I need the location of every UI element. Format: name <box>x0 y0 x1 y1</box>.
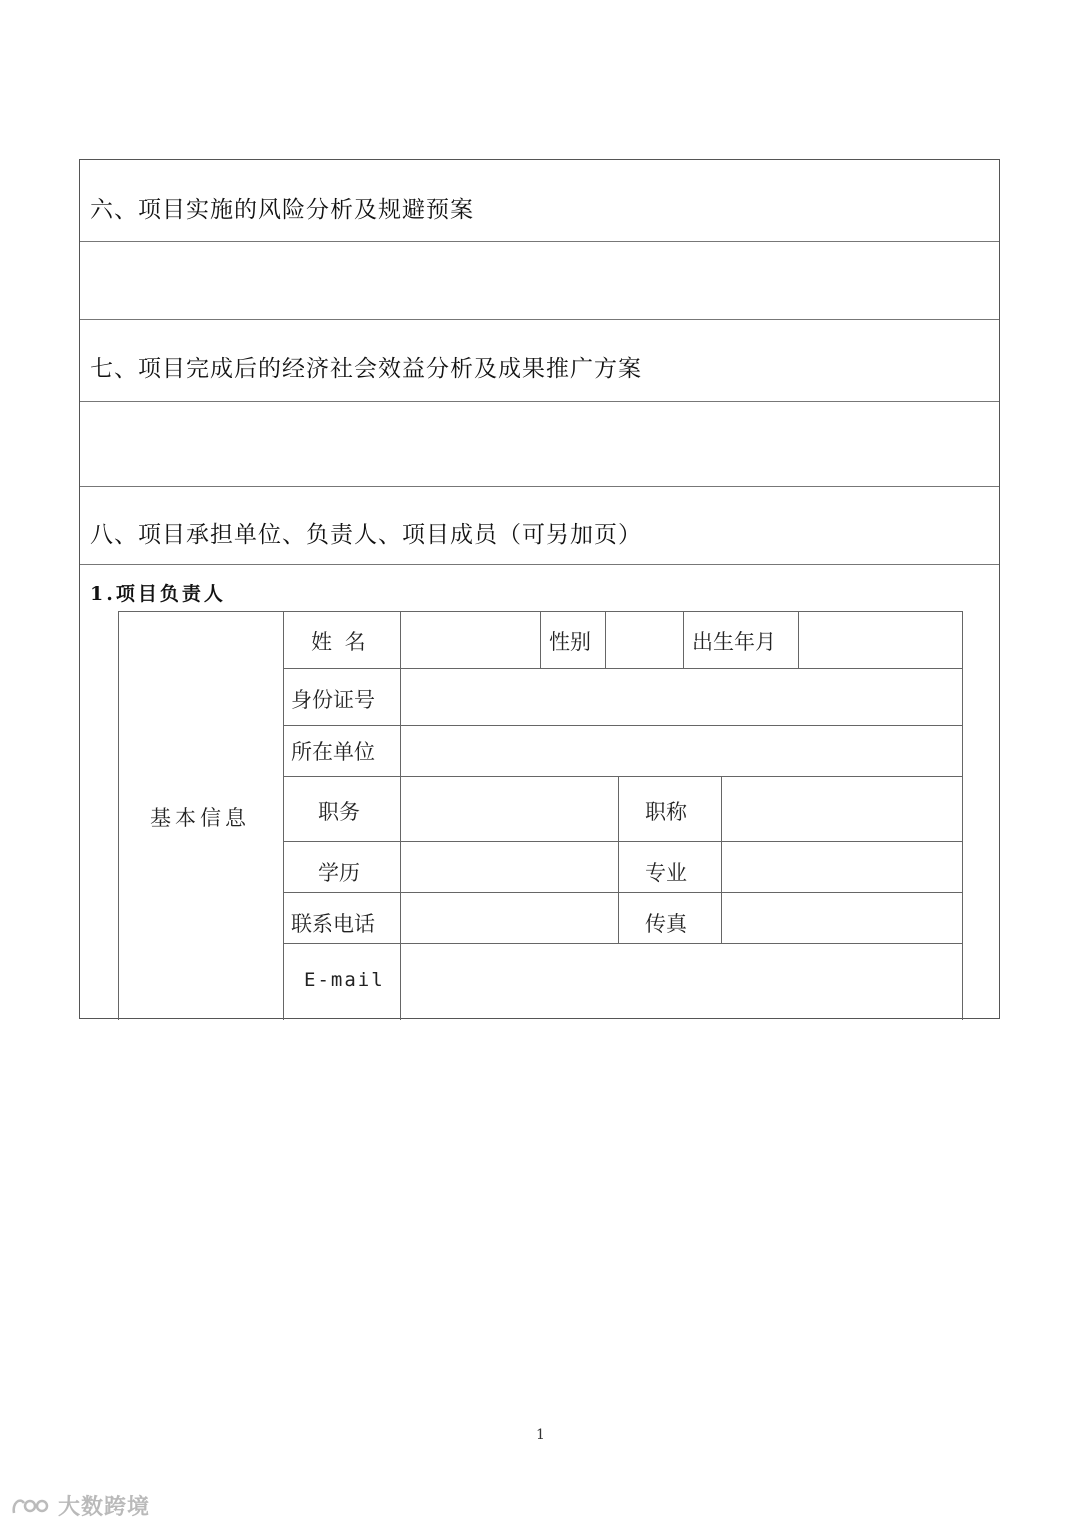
grid-line <box>283 841 962 842</box>
divider <box>80 486 999 487</box>
unit-label: 所在单位 <box>291 740 375 764</box>
watermark <box>10 1490 150 1521</box>
grid-line <box>618 776 619 943</box>
section-six-title: 六、项目实施的风险分析及规避预案 <box>90 197 474 223</box>
grid-line <box>962 611 963 1020</box>
section-eight-title: 八、项目承担单位、负责人、项目成员（可另加页） <box>90 522 642 548</box>
grid-line <box>118 611 119 1020</box>
grid-line <box>721 776 722 943</box>
basic-info-label: 基本信息 <box>150 806 250 830</box>
major-label: 专业 <box>645 861 687 885</box>
grid-line <box>283 943 962 944</box>
name-label: 姓 名 <box>311 630 369 654</box>
education-label: 学历 <box>318 861 360 885</box>
position-label: 职务 <box>318 800 360 824</box>
grid-line <box>283 611 284 1020</box>
grid-line <box>400 611 401 1020</box>
page-number: 1 <box>536 1427 545 1443</box>
title-label: 职称 <box>645 800 687 824</box>
grid-line <box>283 668 962 669</box>
divider <box>80 241 999 242</box>
phone-label: 联系电话 <box>291 912 375 936</box>
leader-subtitle: 1.项目负责人 <box>90 583 226 605</box>
divider <box>80 564 999 565</box>
grid-line <box>283 725 962 726</box>
grid-line <box>283 776 962 777</box>
email-label: E-mail <box>304 969 385 991</box>
grid-line <box>798 611 799 668</box>
birth-label: 出生年月 <box>692 630 776 654</box>
id-number-label: 身份证号 <box>291 688 375 712</box>
grid-line <box>540 611 541 668</box>
form-table <box>79 159 1000 1019</box>
divider <box>80 319 999 320</box>
gender-label: 性别 <box>549 630 591 654</box>
grid-line <box>283 892 962 893</box>
grid-line <box>683 611 684 668</box>
grid-line <box>605 611 606 668</box>
fax-label: 传真 <box>645 912 687 936</box>
watermark-text: 大数跨境 <box>58 1495 151 1520</box>
watermark-logo-icon <box>10 1493 54 1519</box>
divider <box>80 401 999 402</box>
section-seven-title: 七、项目完成后的经济社会效益分析及成果推广方案 <box>90 356 642 382</box>
